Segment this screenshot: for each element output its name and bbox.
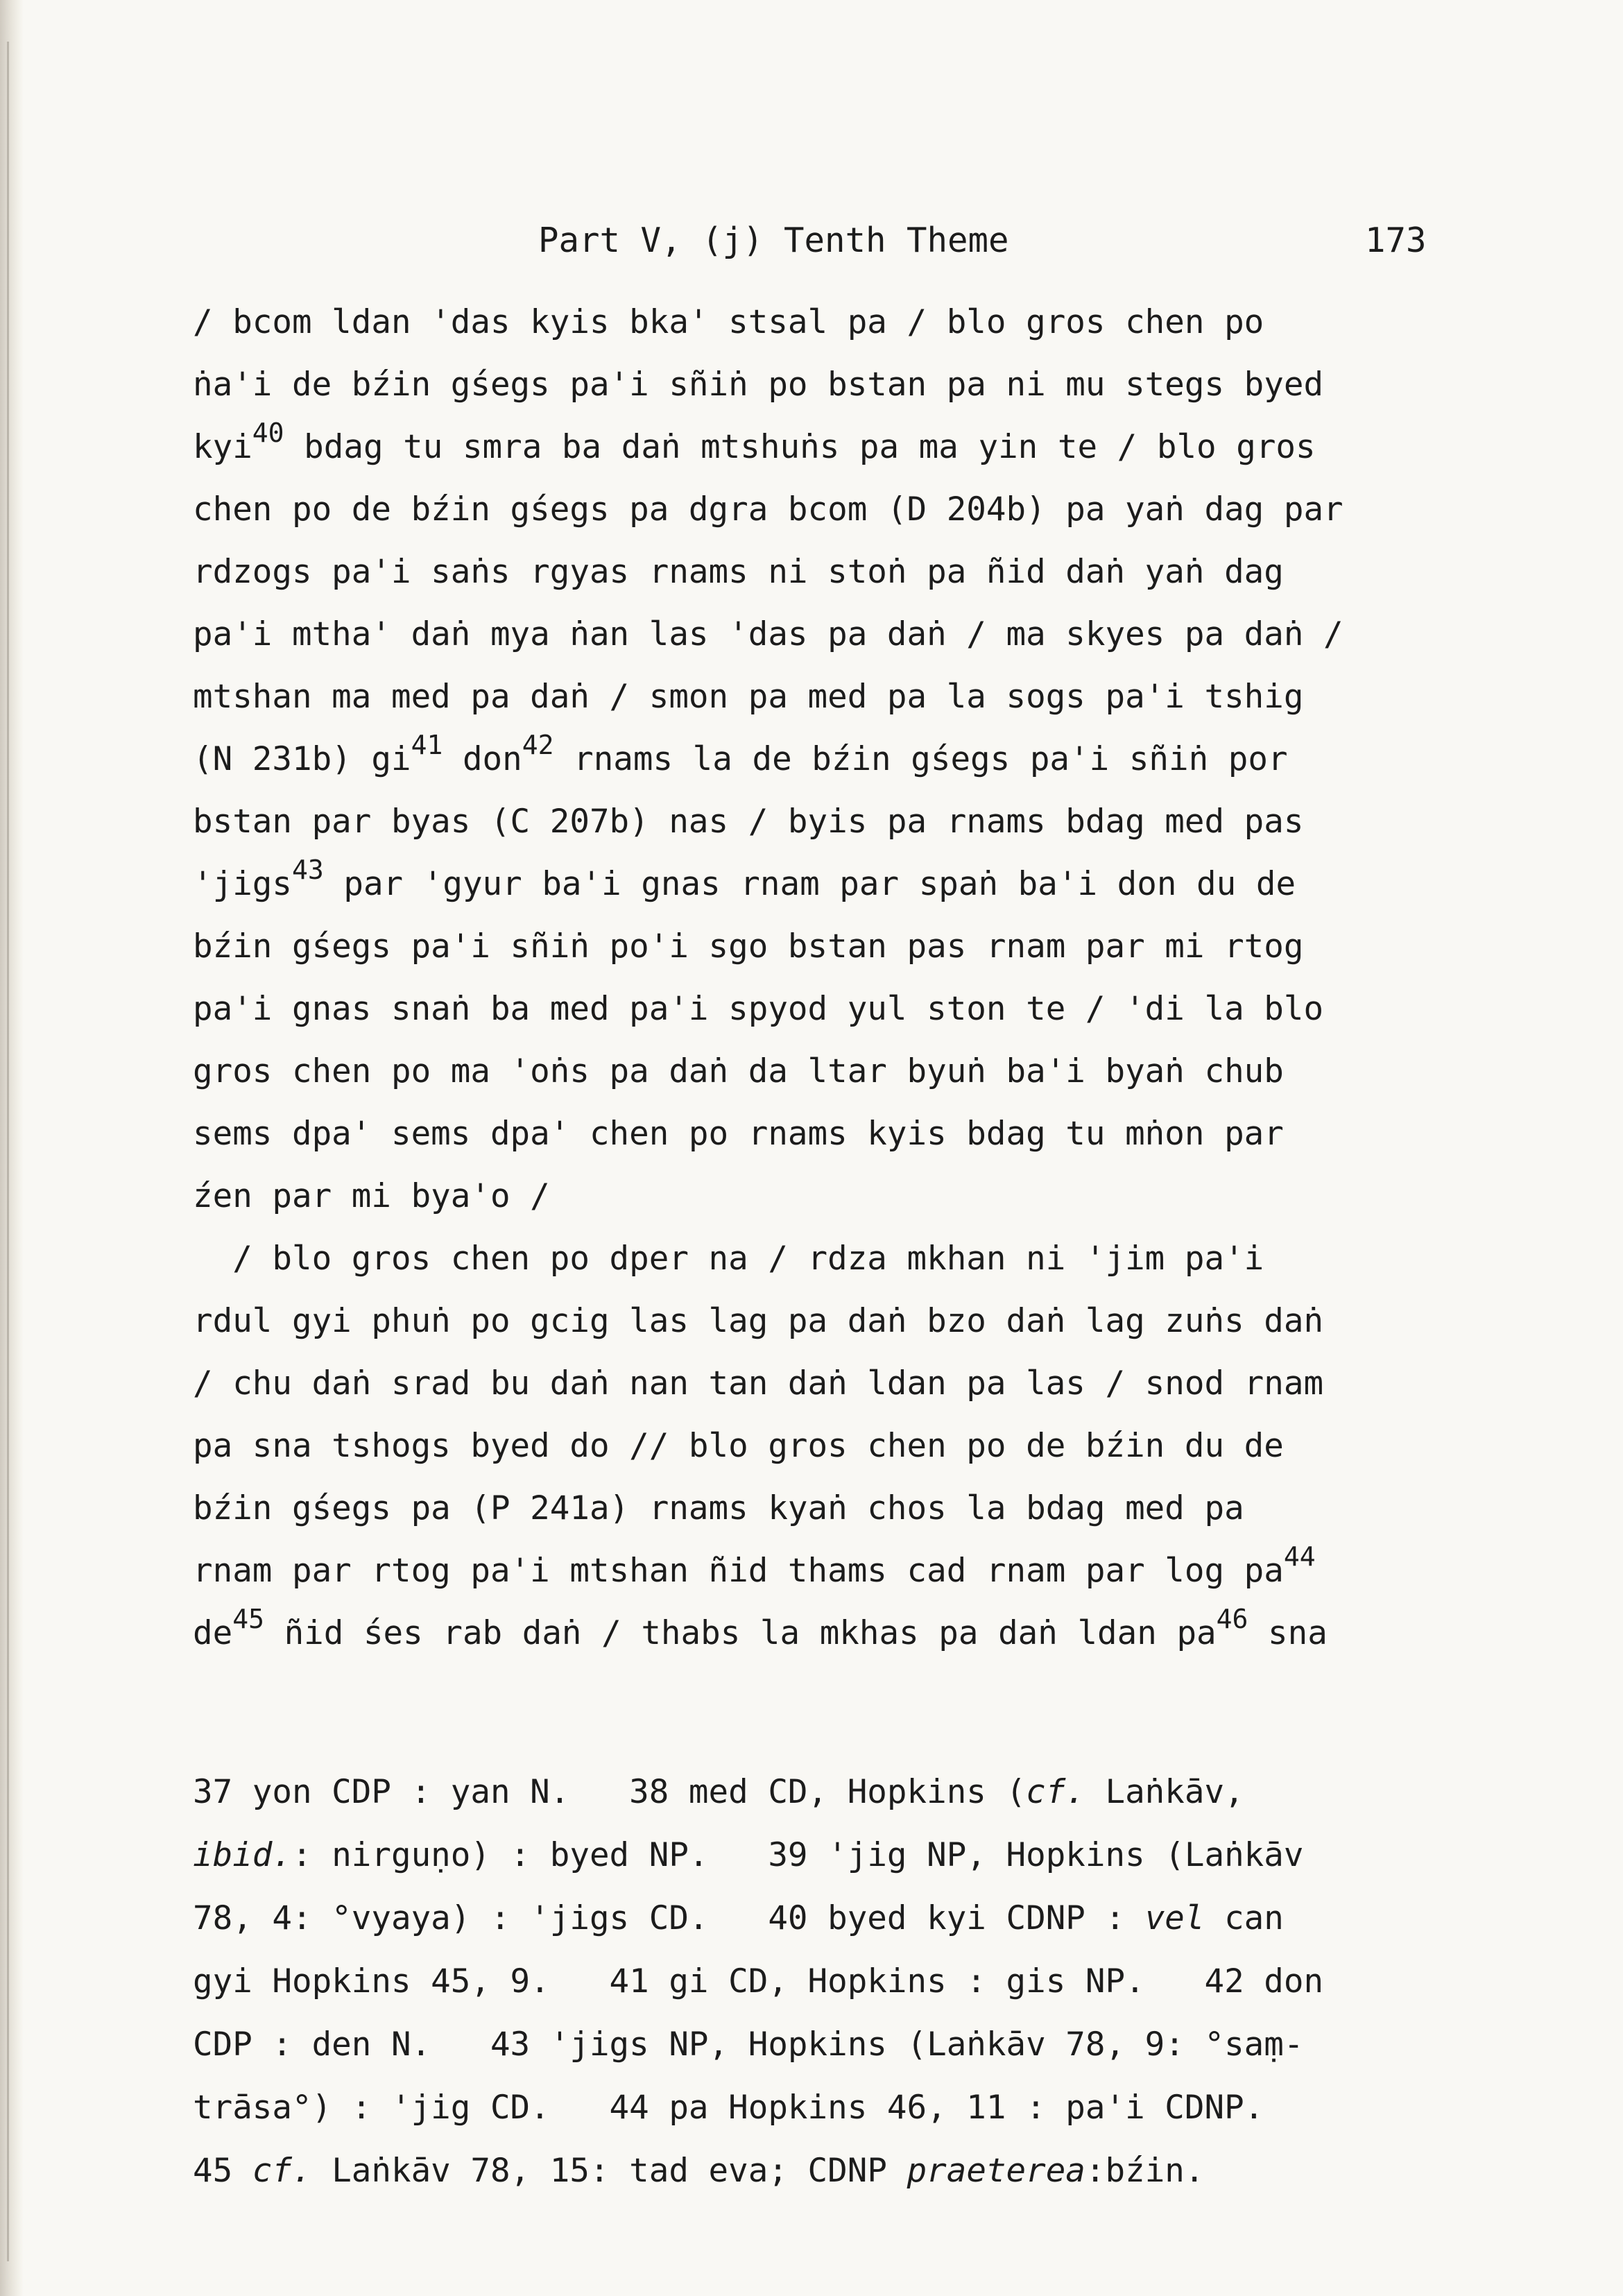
text-line-7 [193,666,1483,728]
footnote-text: :bźin. [1085,2152,1205,2190]
main-text [193,291,1483,1665]
footnote-text: trāsa°) : 'jig CD. 44 pa Hopkins 46, 11 : pa'i CDNP. [193,2089,1264,2127]
text-run: pa'i mtha' daṅ mya ṅan las 'das pa daṅ / ma skyes pa daṅ / [193,615,1343,653]
running-head: Part V, (j) Tenth Theme [538,221,1009,260]
footnote-line-3 [193,1887,1483,1950]
text-line-17 [193,1290,1483,1353]
footnote-italic: ibid. [193,1836,292,1874]
footnote-line-6 [193,2076,1483,2139]
text-run: rnam par rtog pa'i mtshan ñid thams cad rnam par log pa [193,1552,1284,1590]
footnote-text: Laṅkāv, [1085,1773,1244,1811]
footnote-text: : nirguṇo) : byed NP. 39 'jig NP, Hopkins (Laṅkāv [292,1836,1304,1874]
text-line-2 [193,354,1483,416]
text-run: rdzogs pa'i saṅs rgyas rnams ni stoṅ pa ñid daṅ yaṅ dag [193,553,1284,591]
footnote-italic: cf. [252,2152,312,2190]
text-run: bźin gśegs pa'i sñiṅ po'i sgo bstan pas rnam par mi rtog [193,927,1304,966]
text-run: sna [1248,1614,1328,1652]
page-header [0,221,1623,269]
footnote-ref-45: 45 [232,1604,264,1635]
text-run: rdul gyi phuṅ po gcig las lag pa daṅ bzo daṅ lag zuṅs daṅ [193,1302,1324,1340]
text-run: ṅa'i de bźin gśegs pa'i sñiṅ po bstan pa ni mu stegs byed [193,366,1324,404]
footnote-text: Laṅkāv 78, 15: tad eva; CDNP [311,2152,907,2190]
text-line-11 [193,916,1483,978]
footnote-line-4 [193,1950,1483,2013]
footnote-text: gyi Hopkins 45, 9. 41 gi CD, Hopkins : gis NP. 42 don [193,1962,1324,2001]
footnote-text: CDP : den N. 43 'jigs NP, Hopkins (Laṅkāv 78, 9: °saṃ- [193,2025,1304,2064]
footnote-text: 78, 4: °vyaya) : 'jigs CD. 40 byed kyi CDNP : [193,1899,1145,1937]
footnote-ref-40: 40 [252,418,284,449]
text-line-8 [193,728,1483,791]
text-run: bźin gśegs pa (P 241a) rnams kyaṅ chos la bdag med pa [193,1489,1244,1527]
footnote-line-5 [193,2013,1483,2076]
text-run: bdag tu smra ba daṅ mtshuṅs pa ma yin te / blo gros [284,428,1316,466]
footnote-ref-43: 43 [292,855,324,886]
footnote-ref-41: 41 [411,730,443,761]
footnote-ref-42: 42 [522,730,554,761]
text-line-21 [193,1540,1483,1602]
text-run: / blo gros chen po dper na / rdza mkhan ni 'jim pa'i [193,1240,1264,1278]
text-line-4 [193,479,1483,541]
text-line-1 [193,291,1483,354]
text-run: don [443,740,522,778]
text-run: sems dpa' sems dpa' chen po rnams kyis bdag tu mṅon par [193,1115,1284,1153]
text-line-10 [193,853,1483,916]
text-line-14 [193,1103,1483,1165]
text-line-18 [193,1353,1483,1415]
text-run: chen po de bźin gśegs pa dgra bcom (D 204b) pa yaṅ dag par [193,490,1343,529]
text-run: de [193,1614,233,1652]
footnotes [193,1760,1483,2202]
text-line-20 [193,1477,1483,1540]
footnote-line-7 [193,2139,1483,2202]
text-run: pa'i gnas snaṅ ba med pa'i spyod yul ston te / 'di la blo [193,990,1324,1028]
text-run: mtshan ma med pa daṅ / smon pa med pa la sogs pa'i tshig [193,678,1304,716]
footnote-line-1 [193,1760,1483,1824]
text-line-15 [193,1165,1483,1228]
footnote-ref-46: 46 [1216,1604,1248,1635]
text-line-5 [193,541,1483,603]
text-line-12 [193,978,1483,1040]
text-run: źen par mi bya'o / [193,1177,550,1215]
binding-line [7,42,9,2261]
footnote-italic: vel [1144,1899,1205,1937]
page-number: 173 [1365,221,1427,260]
text-run: 'jigs [193,865,292,903]
text-run: (N 231b) gi [193,740,411,778]
footnote-text: 45 [193,2152,252,2190]
footnote-line-2 [193,1824,1483,1887]
text-line-9 [193,791,1483,853]
text-run: / chu daṅ srad bu daṅ nan tan daṅ ldan pa las / snod rnam [193,1364,1324,1403]
footnote-text: 37 yon CDP : yan N. 38 med CD, Hopkins ( [193,1773,1027,1811]
text-line-3 [193,416,1483,479]
text-run: / bcom ldan 'das kyis bka' stsal pa / blo gros chen po [193,303,1264,341]
text-line-22 [193,1602,1483,1665]
text-run: pa sna tshogs byed do // blo gros chen po de bźin du de [193,1427,1284,1465]
text-run: rnams la de bźin gśegs pa'i sñiṅ por [553,740,1288,778]
text-run: kyi [193,428,252,466]
text-line-19 [193,1415,1483,1477]
text-line-16 [193,1228,1483,1290]
text-line-13 [193,1040,1483,1103]
text-run: bstan par byas (C 207b) nas / byis pa rnams bdag med pas [193,803,1304,841]
text-line-6 [193,603,1483,666]
binding-edge [0,0,24,2296]
text-run: par 'gyur ba'i gnas rnam par spaṅ ba'i don du de [323,865,1296,903]
footnote-text: can [1204,1899,1284,1937]
footnote-italic: praeterea [907,2152,1085,2190]
text-run: gros chen po ma 'oṅs pa daṅ da ltar byuṅ ba'i byaṅ chub [193,1052,1284,1090]
footnote-italic: cf. [1026,1773,1085,1811]
footnote-ref-44: 44 [1283,1541,1316,1573]
text-run: ñid śes rab daṅ / thabs la mkhas pa daṅ ldan pa [264,1614,1217,1652]
